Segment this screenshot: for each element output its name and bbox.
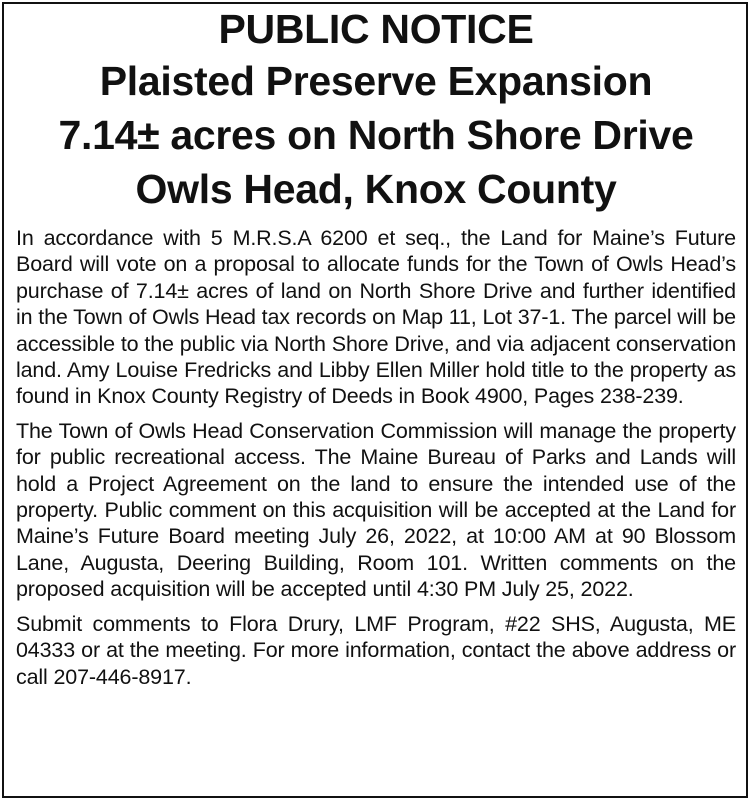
headline-line-1: PUBLIC NOTICE [218, 6, 534, 52]
paragraph-management-comment: The Town of Owls Head Conservation Commission will manage the property for public recreational access. The Maine Bureau of Parks and Lands will hold a Project Agreement on the land to ensure the intended use of the property. Public comment on this acquisition will be accepted at the Land for Maine’s Future Board meeting July 26, 2022, at 10:00 AM at 90 Blossom Lane, Augusta, Deering Building, Room 101. Written comments on the proposed acquisition will be accepted until 4:30 PM July 25, 2022. [16, 418, 736, 602]
notice-headline [16, 4, 736, 216]
paragraph-vote-proposal: In accordance with 5 M.R.S.A 6200 et seq., the Land for Maine’s Future Board will vote on a proposal to allocate funds for the Town of Owls Head’s purchase of 7.14± acres of land on North Shore Drive and further identified in the Town of Owls Head tax records on Map 11, Lot 37-1. The parcel will be accessible to the public via North Shore Drive, and via adjacent conservation land. Amy Louise Fredricks and Libby Ellen Miller hold title to the property as found in Knox County Registry of Deeds in Book 4900, Pages 238-239. [16, 226, 736, 409]
notice-body [16, 225, 736, 690]
headline-line-2: Plaisted Preserve Expansion [99, 58, 653, 104]
paragraph-submit-comments: Submit comments to Flora Drury, LMF Program, #22 SHS, Augusta, ME 04333 or at the meeting. For more information, contact the above address or call 207-446-8917. [16, 611, 736, 689]
headline-line-4: Owls Head, Knox County [135, 166, 617, 212]
public-notice [2, 2, 748, 798]
headline-line-3: 7.14± acres on North Shore Drive [58, 112, 694, 158]
